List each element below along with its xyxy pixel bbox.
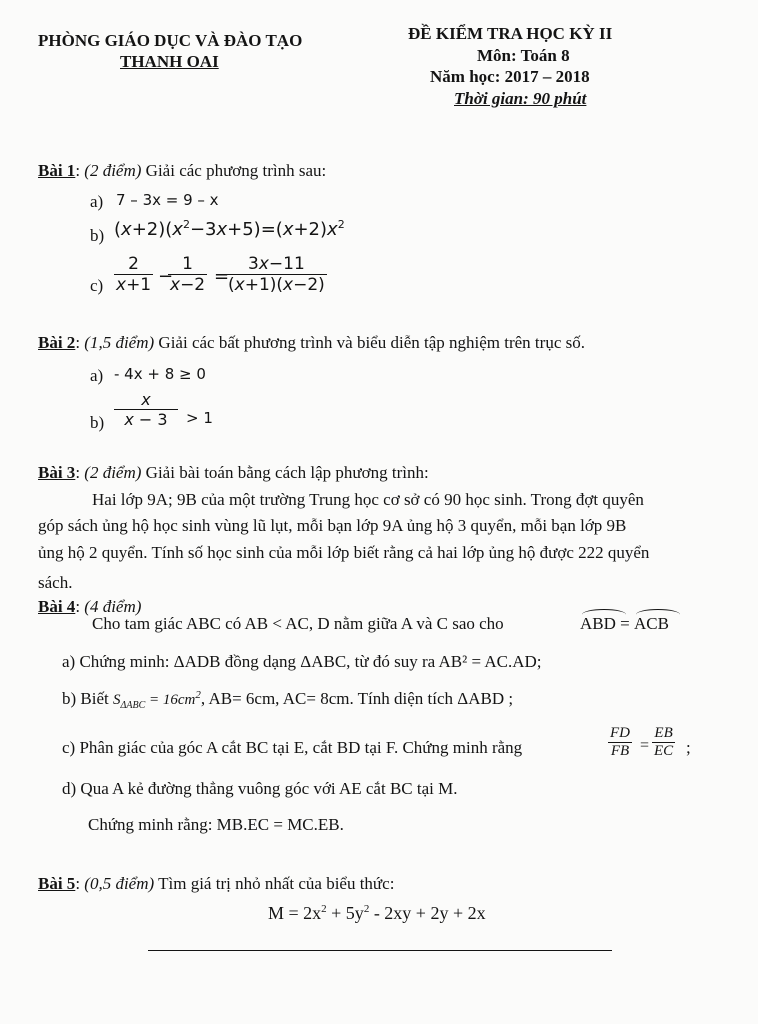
bai1-heading: Bài 1: (2 điểm) Giải các phương trình sau: bbox=[38, 161, 327, 180]
bai3-line-2: góp sách ủng hộ học sinh vùng lũ lụt, mỗi bạn lớp 9A ủng hộ 3 quyển, mỗi bạn lớp 9B bbox=[38, 516, 627, 535]
department-name: PHÒNG GIÁO DỤC VÀ ĐÀO TẠO bbox=[38, 31, 303, 50]
exam-duration: Thời gian: 90 phút bbox=[454, 89, 587, 108]
bai2-heading: Bài 2: (1,5 điểm) Giải các bất phương trình và biểu diễn tập nghiệm trên trục số. bbox=[38, 333, 585, 352]
bai4-part-c: c) Phân giác của góc A cắt BC tại E, cắt BD tại F. Chứng minh rằng bbox=[62, 738, 523, 757]
exam-title: ĐỀ KIỂM TRA HỌC KỲ II bbox=[408, 24, 613, 43]
bai1-c-fraction-1: 2 x+1 bbox=[116, 254, 152, 295]
bai4-part-d-2: Chứng minh rằng: MB.EC = MC.EB. bbox=[88, 815, 344, 834]
end-divider-line bbox=[148, 950, 612, 951]
bai4-part-d-1: d) Qua A kẻ đường thẳng vuông góc với AE cắt BC tại M. bbox=[62, 779, 458, 798]
fraction-eb-ec: EB EC bbox=[654, 725, 674, 759]
exam-year: Năm học: 2017 – 2018 bbox=[430, 67, 590, 86]
exam-subject: Môn: Toán 8 bbox=[477, 46, 570, 65]
equals-sign: = bbox=[640, 737, 650, 754]
bai4-heading: Bài 4: (4 điểm) bbox=[38, 597, 142, 616]
bai1-a-label: a) bbox=[90, 192, 104, 211]
bai4-angle-equality: ABD = ACB bbox=[580, 614, 669, 634]
bai5-expression: $M = 2x^2 + 5y^2 - 2xy + 2y + 2x$ bbox=[268, 903, 486, 923]
bai1-c-label: c) bbox=[90, 276, 104, 295]
bai2-a-inequality: - 4x + 8 ≥ 0 bbox=[114, 365, 206, 383]
bai4-intro: Cho tam giác ABC có AB < AC, D nằm giữa A và C sao cho bbox=[92, 614, 504, 633]
equals-sign: = bbox=[214, 266, 230, 287]
bai1-c-fraction-2: 1 x−2 bbox=[170, 254, 206, 295]
bai2-b-relation: > 1 bbox=[186, 409, 213, 427]
bai2-a-label: a) bbox=[90, 366, 104, 385]
bai1-a-equation: 7 – 3x = 9 – x bbox=[116, 191, 219, 209]
semicolon: ; bbox=[686, 738, 691, 757]
bai1-b-equation: $(x+2)(x^2-3x+5)=(x+2)x^2$ bbox=[114, 218, 345, 240]
bai5-heading: Bài 5: (0,5 điểm) Tìm giá trị nhỏ nhất của biểu thức: bbox=[38, 874, 395, 893]
bai1-c-fraction-3: 3x−11 (x+1)(x−2) bbox=[228, 254, 325, 295]
bai1-b-label: b) bbox=[90, 226, 105, 245]
minus-sign: − bbox=[158, 266, 174, 287]
bai3-heading: Bài 3: (2 điểm) Giải bài toán bằng cách lập phương trình: bbox=[38, 463, 429, 482]
bai2-b-fraction: x x − 3 bbox=[114, 390, 178, 429]
bai3-line-3: ủng hộ 2 quyển. Tính số học sinh của mỗi lớp biết rằng cả hai lớp ủng hộ được 222 quyển bbox=[38, 543, 650, 562]
bai4-part-a: a) Chứng minh: ΔADB đồng dạng ΔABC, từ đó suy ra AB² = AC.AD; bbox=[62, 652, 542, 671]
bai2-b-label: b) bbox=[90, 413, 105, 432]
fraction-fd-fb: FD FB bbox=[610, 725, 630, 759]
bai3-line-1: Hai lớp 9A; 9B của một trường Trung học cơ sở có 90 học sinh. Trong đợt quyên bbox=[92, 490, 644, 509]
bai3-line-4: sách. bbox=[38, 573, 73, 592]
bai4-part-b: b) Biết $S_{\Delta ABC} = 16cm^2$, AB= 6cm, AC= 8cm. Tính diện tích ΔABD ; bbox=[62, 689, 514, 711]
district-name: THANH OAI bbox=[120, 52, 219, 71]
